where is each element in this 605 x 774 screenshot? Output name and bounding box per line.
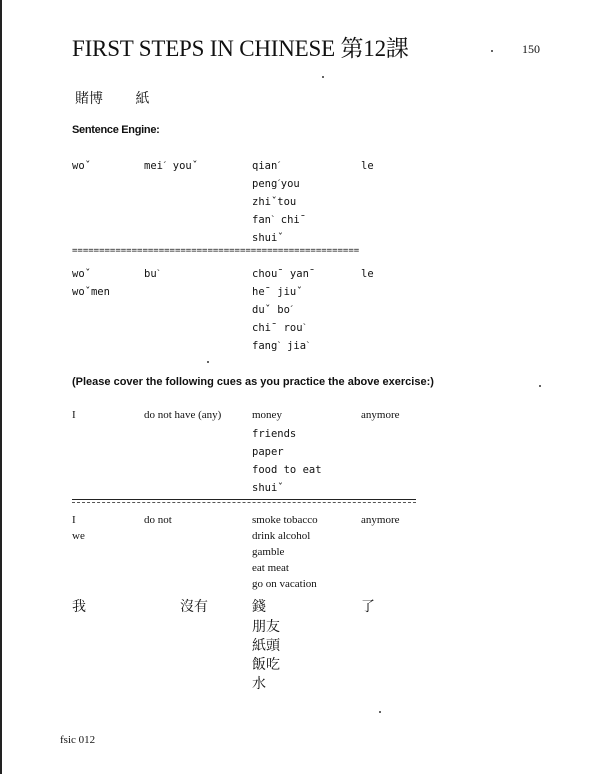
scan-speck [491, 50, 493, 52]
cell: qianˊ [252, 160, 281, 172]
cell: gamble [252, 546, 285, 558]
cell: food to eat [252, 464, 322, 476]
scan-speck [539, 385, 541, 387]
scan-edge [0, 0, 2, 774]
cell: friends [252, 428, 297, 440]
cell: paper [252, 446, 284, 458]
cell: duˇ boˊ [252, 304, 294, 316]
cell: zhiˇtou [252, 196, 297, 208]
cell: he¯ jiuˇ [252, 286, 303, 298]
cell: shuiˇ [252, 232, 284, 244]
separator-line [72, 502, 416, 503]
cell: 錢 [252, 599, 266, 615]
cell: meiˊ youˇ [144, 160, 199, 172]
cell: le [361, 268, 374, 280]
cell: chi¯ rouˋ [252, 322, 307, 334]
cell: chou¯ yan¯ [252, 268, 316, 280]
cell: le [361, 160, 374, 172]
cell: 沒有 [180, 599, 208, 615]
vocab-char: 賭博 [75, 91, 103, 107]
cell: fangˋ jiaˋ [252, 340, 310, 352]
scan-speck [207, 361, 209, 363]
cell: anymore [361, 409, 400, 421]
cell: eat meat [252, 562, 289, 574]
cell: we [72, 530, 85, 542]
cell: woˇ [72, 268, 91, 280]
cell: 了 [361, 599, 375, 615]
footer-code: fsic 012 [60, 734, 96, 746]
cell: shuiˇ [252, 482, 284, 494]
vocab-char: 紙 [135, 91, 150, 107]
cell: 水 [252, 676, 266, 692]
separator: ===================================================== [72, 246, 360, 256]
cell: 紙頭 [252, 638, 280, 654]
cell: do not have (any) [144, 409, 222, 421]
cell: woˇmen [72, 286, 110, 298]
cell: money [252, 409, 282, 421]
cell: woˇ [72, 160, 91, 172]
cell: I [72, 514, 76, 526]
cell: I [72, 409, 76, 421]
cell: go on vacation [252, 578, 317, 590]
cell: do not [144, 514, 172, 526]
cell: anymore [361, 514, 400, 526]
scan-speck [379, 711, 381, 713]
page-number: 150 [522, 42, 540, 56]
cover-note: (Please cover the following cues as you practice the above exercise:) [72, 376, 434, 388]
page-title: FIRST STEPS IN CHINESE 第12課 [72, 36, 409, 61]
cell: fanˋ chi¯ [252, 214, 307, 226]
cell: 我 [72, 599, 86, 615]
vocab-chars [75, 88, 177, 108]
cell: 朋友 [252, 619, 280, 635]
cell: buˋ [144, 268, 161, 280]
sentence-engine-label: Sentence Engine: [72, 124, 160, 136]
cell: pengˊyou [252, 178, 300, 190]
cell: 飯吃 [252, 657, 280, 673]
separator-line [72, 499, 416, 500]
scan-speck [322, 76, 324, 78]
cell: drink alcohol [252, 530, 311, 542]
cell: smoke tobacco [252, 514, 318, 526]
